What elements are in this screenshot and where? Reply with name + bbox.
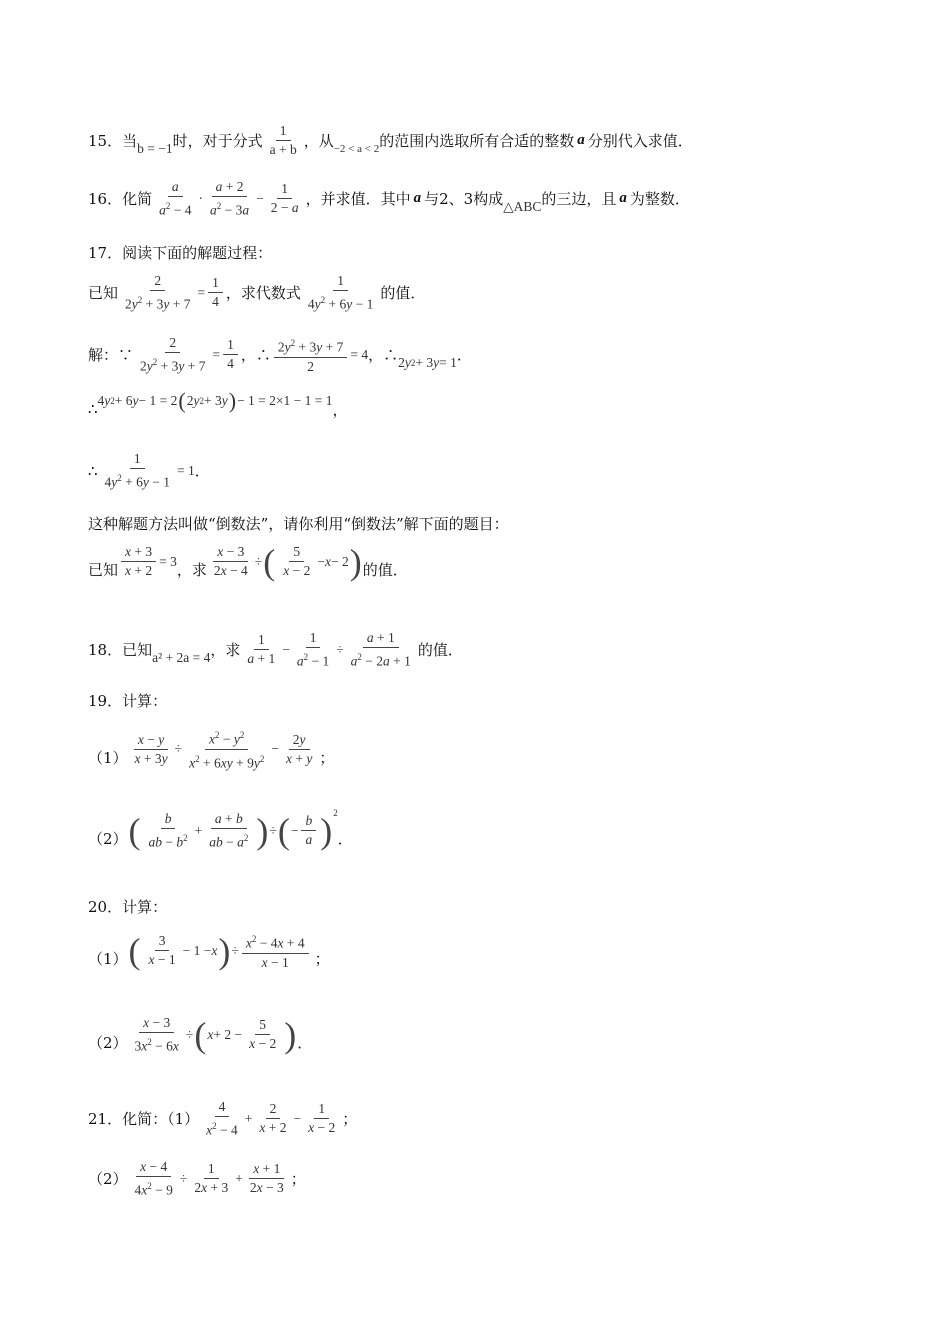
p19-part2: （2） ( $\frac{b}{ab - b^2}$ + $\frac{a + b}{ab - a^2}$ ) ÷ ( − $\frac{b}{a}$ ) $^2$ ．	[88, 807, 353, 851]
problem-15: 15．当 b = −1 时，对于分式 $\frac{1}{a + b}$ ，从 −2 < a < 2 的范围内选取所有合适的整数 a 分别代入求值．	[88, 123, 693, 157]
p16-triangle: △ABC	[503, 198, 542, 214]
p17-exercise: 已知 $\frac{x + 3}{x + 2}$ = 3 ，求 $\frac{x - 3}{2x - 4}$ ÷ ( $\frac{5}{x - 2}$ − x − 2 ) 的值．	[88, 541, 408, 582]
p17-given: 已知 $\frac{2}{2y^2 + 3y + 7}$ = $\frac{1}{4}$ ，求代数式 $\frac{1}{4y^2 + 6y - 1}$ 的值．	[88, 273, 426, 312]
problem-16: 16．化简 $\frac{a}{a^2 - 4}$ · $\frac{a + 2}{a^2 - 3a}$ − $\frac{1}{2 - a}$ ，并求值．其中 a 与2、3构成 △ABC 的三边，且 a 为整数．	[88, 179, 690, 218]
p20-part1: （1） ( $\frac{3}{x - 1}$ − 1 − x ) ÷ $\frac{x^2 - 4x + 4}{x - 1}$ ；	[88, 930, 330, 971]
p17-solution-step1: 解：∵ $\frac{2}{2y^2 + 3y + 7}$ = $\frac{1}{4}$ ，∴ $\frac{2y^2 + 3y + 7}{2}$ = 4 ，∴ 2 y 2 + 3 y = 1 ．	[88, 335, 472, 374]
p17-solution-step2: ∴ 4 y 2 + 6 y − 1 = 2 ( 2 y 2 + 3 y ) − 1 = 2×1 − 1 = 1 ，	[88, 388, 348, 419]
p21-part2: （2） $\frac{x - 4}{4x^2 - 9}$ ÷ $\frac{1}{2x + 3}$ + $\frac{x + 1}{2x - 3}$ ；	[88, 1159, 306, 1198]
p20-part2: （2） $\frac{x - 3}{3x^2 - 6x}$ ÷ ( x + 2 − $\frac{5}{x - 2}$ ) ．	[88, 1014, 313, 1055]
p15-fraction: $\frac{1}{a + b}$	[269, 123, 297, 157]
p15-range: −2 < a < 2	[333, 142, 380, 155]
problem-21: 21．化简：（1） $\frac{4}{x^2 - 4}$ + $\frac{2}{x + 2}$ − $\frac{1}{x - 2}$ ；	[88, 1099, 358, 1138]
p19-part1: （1） $\frac{x - y}{x + 3y}$ ÷ $\frac{x^2 - y^2}{x^2 + 6xy + 9y^2}$ − $\frac{2y}{x + y}$ ；	[88, 726, 334, 772]
problem-20-title: 20．计算：	[88, 898, 168, 916]
p16-expression: $\frac{a}{a^2 - 4}$ · $\frac{a + 2}{a^2 - 3a}$ − $\frac{1}{2 - a}$	[159, 179, 299, 218]
p18-condition: a² + 2a = 4	[152, 649, 211, 665]
problem-19-title: 19．计算：	[88, 692, 168, 710]
p17-solution-step3: ∴ $\frac{1}{4y^2 + 6y - 1}$ = 1 ．	[88, 451, 210, 490]
p17-method: 这种解题方法叫做“倒数法”，请你利用“倒数法”解下面的题目：	[88, 515, 509, 533]
problem-18: 18．已知 a² + 2a = 4 ，求 $\frac{1}{a + 1}$ − $\frac{1}{a^2 - 1}$ ÷ $\frac{a + 1}{a^2 - 2a + 1}$ 的值．	[88, 630, 463, 669]
problem-17-intro: 17．阅读下面的解题过程：	[88, 244, 273, 262]
p15-condition: b = −1	[137, 140, 173, 156]
